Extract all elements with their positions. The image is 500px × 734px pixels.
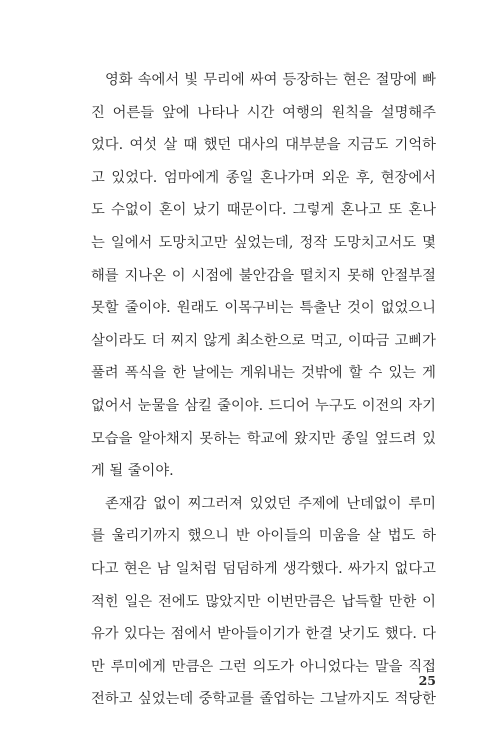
paragraph-2 [91,488,436,716]
text-line: 풀려 폭식을 한 날에는 게워내는 것밖에 할 수 있는 게 [91,365,436,382]
text-line: 모습을 알아채지 못하는 학교에 왔지만 종일 엎드려 있 [91,430,436,447]
body-text [91,64,436,716]
text-line: 었다. 여섯 살 때 했던 대사의 대부분을 지금도 기억하 [91,137,436,154]
text-line: 전하고 싶었는데 중학교를 졸업하는 그날까지도 적당한 [91,691,436,708]
text-line: 도 수없이 혼이 났기 때문이다. 그렇게 혼나고 또 혼나 [91,202,436,219]
text-line: 없어서 눈물을 삼킬 줄이야. 드디어 누구도 이전의 자기 [91,397,436,414]
text-line: 게 될 줄이야. [91,463,174,480]
text-line: 를 울리기까지 했으니 반 아이들의 미움을 살 법도 하 [91,528,436,545]
text-line: 못할 줄이야. 원래도 이목구비는 특출난 것이 없었으니 [91,300,436,317]
text-line: 진 어른들 앞에 나타나 시간 여행의 원칙을 설명해주 [91,104,436,121]
text-line: 유가 있다는 점에서 받아들이기가 한결 낫기도 했다. 다 [91,626,436,643]
paragraph-1 [91,64,436,488]
text-line: 존재감 없이 찌그러져 있었던 주제에 난데없이 루미 [105,495,436,512]
text-line: 는 일에서 도망치고만 싶었는데, 정작 도망치고서도 몇 [91,234,436,251]
text-line: 영화 속에서 빛 무리에 싸여 등장하는 현은 절망에 빠 [105,72,436,88]
text-line: 해를 지나온 이 시점에 불안감을 떨치지 못해 안절부절 [91,267,436,284]
text-line: 적힌 일은 전에도 많았지만 이번만큼은 납득할 만한 이 [91,593,436,610]
text-line: 살이라도 더 찌지 않게 최소한으로 먹고, 이따금 고삐가 [91,332,436,349]
page-number: 25 [418,673,436,688]
text-line: 고 있었다. 엄마에게 종일 혼나가며 외운 후, 현장에서 [91,169,436,186]
text-line: 만 루미에게 만큼은 그런 의도가 아니었다는 말을 직접 [91,658,436,675]
text-line: 다고 현은 남 일처럼 덤덤하게 생각했다. 싸가지 없다고 [91,560,436,577]
